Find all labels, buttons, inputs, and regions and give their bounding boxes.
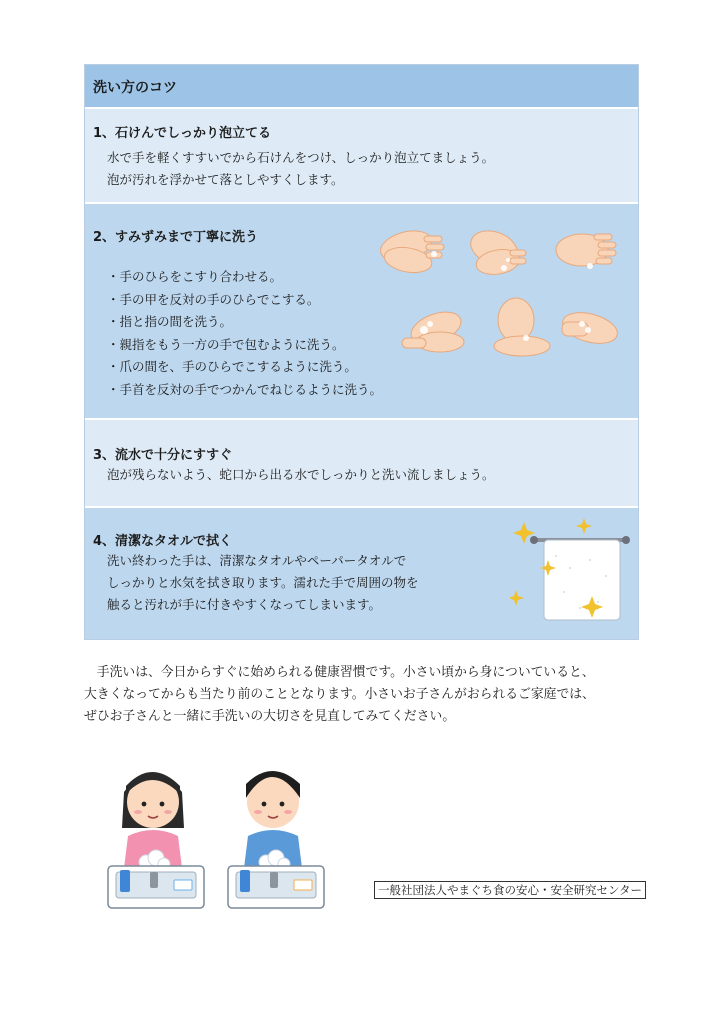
children-washing-hands-illustration [106,758,338,910]
section-4-line-2: しっかりと水気を拭き取ります。濡れた手で周囲の物を [107,575,419,590]
section-2-bullet-list [107,266,382,401]
section-3 [85,418,638,506]
table-header-row [85,65,638,107]
section-4-line-3: 触ると汚れが手に付きやすくなってしまいます。 [107,597,382,612]
sink-left [108,866,204,908]
section-4-line-1: 洗い終わった手は、清潔なタオルやペーパータオルで [107,553,407,568]
section-2-title: 2、すみずみまで丁寧に洗う [93,230,259,245]
paragraph-line-1: 手洗いは、今日からすぐに始められる健康習慣です。小さい頃から身についていると、 [96,665,595,680]
section-3-title: 3、流水で十分にすすぐ [93,448,233,463]
sparkle-icon [576,518,592,534]
sink-right [228,866,324,908]
section-1-line-1: 水で手を軽くすすいでから石けんをつけ、しっかり泡立てましょう。 [107,150,495,165]
paragraph-line-2: 大きくなってからも当たり前のこととなります。小さいお子さんがおられるご家庭では、 [84,687,595,702]
hand-thumb-icon [402,306,465,352]
bullet-item: ・ 指と指の間を洗う。 [107,311,382,334]
section-3-line-1: 泡が残らないよう、蛇口から出る水でしっかりと洗い流しましょう。 [107,467,495,482]
hand-back-icon [466,225,526,278]
section-1-line-2: 泡が汚れを浮かせて落としやすくします。 [107,172,344,187]
section-2 [85,202,638,418]
bullet-item: ・ 手の甲を反対の手のひらでこする。 [107,289,382,312]
closing-paragraph [84,662,644,728]
table-header: 洗い方のコツ [93,80,177,96]
washing-tips-table [84,64,639,640]
organization-label: 一般社団法人やまぐち食の安心・安全研究センター [374,881,646,899]
towel-illustration [510,516,634,622]
section-4 [85,506,638,639]
bullet-item: ・ 親指をもう一方の手で包むように洗う。 [107,334,382,357]
hand-palms-icon [377,226,444,276]
bullet-item: ・ 手首を反対の手でつかんでねじるように洗う。 [107,379,382,402]
towel-cloth [544,540,620,620]
paragraph-line-3: ぜひお子さんと一緒に手洗いの大切さを見直してみてください。 [84,709,456,724]
hand-washing-illustration [376,220,632,370]
hand-fingers-icon [556,234,616,266]
bullet-item: ・ 手のひらをこすり合わせる。 [107,266,382,289]
section-1-title: 1、石けんでしっかり泡立てる [93,126,272,141]
bullet-item: ・ 爪の間を、手のひらでこするように洗う。 [107,356,382,379]
sparkle-icon [510,590,524,606]
hand-nails-icon [494,298,550,356]
section-4-title: 4、清潔なタオルで拭く [93,534,233,549]
section-1 [85,107,638,202]
